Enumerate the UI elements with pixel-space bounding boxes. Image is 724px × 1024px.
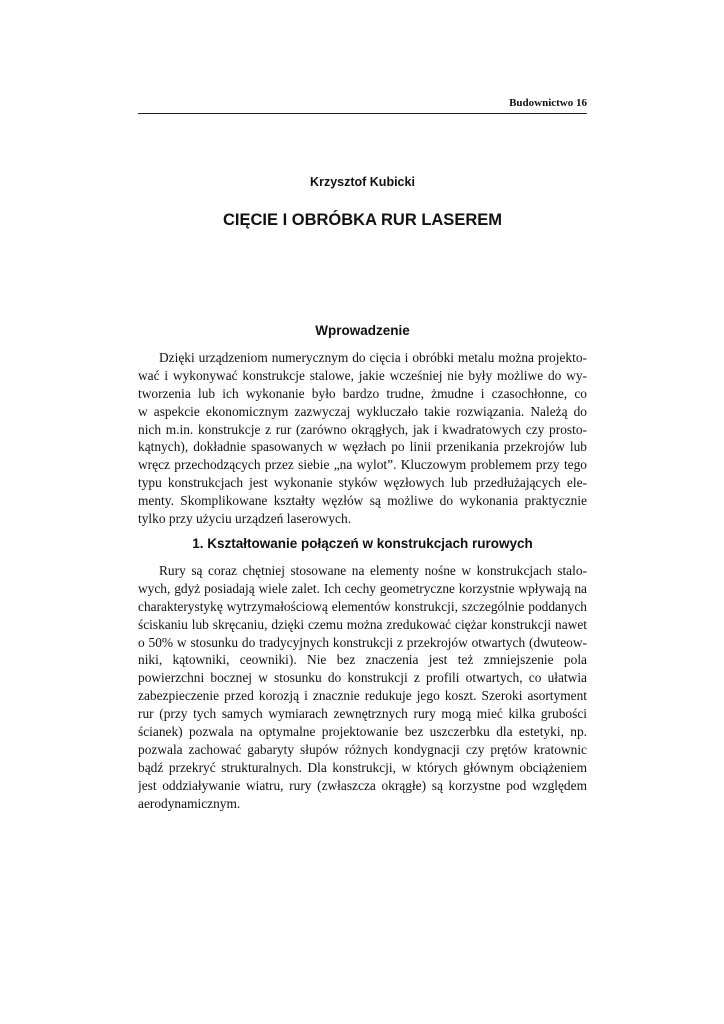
paragraph-line: bądź przekryć strukturalnych. Dla konstrukcji, w których głównym obciążeniem	[138, 759, 587, 775]
paper-title: CIĘCIE I OBRÓBKA RUR LASEREM	[223, 211, 502, 229]
paragraph-line: powierzchni bocznej w stosunku do konstrukcji z profili otwartych, co ułatwia	[138, 670, 587, 686]
paragraph-line: Rury są coraz chętniej stosowane na elementy nośne w konstrukcjach stalo-	[159, 563, 587, 578]
paragraph-line: ścianek) pozwala na optymalne projektowanie bez uszczerbku dla estetyki, np.	[138, 724, 587, 740]
paragraph-line: tworzenia lub ich wykonanie było bardzo trudne, żmudne i czasochłonne, co	[138, 385, 587, 401]
paragraph-line: wręcz przechodzących przez siebie „na wylot”. Kluczowym problemem przy tego	[138, 457, 587, 473]
running-head: Budownictwo 16	[509, 97, 587, 109]
paragraph-line: w aspekcie ekonomicznym zazwyczaj wykluczało takie rozwiązania. Należą do	[138, 403, 587, 419]
paragraph-line: Dzięki urządzeniom numerycznym do cięcia i obróbki metalu można projekto-	[159, 350, 587, 365]
paragraph-line: menty. Skomplikowane kształty węzłów są możliwe do wykonania praktycznie	[138, 493, 587, 509]
paragraph-line: rur (przy tych samych wymiarach zewnętrznych rury mogą mieć kilka grubości	[138, 706, 587, 722]
paragraph-line: charakterystykę wytrzymałościową elementów konstrukcji, szczególnie poddanych	[138, 598, 587, 614]
paragraph-line: typu konstrukcjach jest wykonanie styków węzłowych lub przedłużających ele-	[138, 475, 587, 491]
paragraph-line: pozwala zachować gabaryty słupów różnych kondygnacji czy prętów kratownic	[138, 741, 587, 757]
author-name: Krzysztof Kubicki	[310, 175, 415, 189]
section-1-paragraph	[138, 562, 587, 812]
paragraph-line: wać i wykonywać konstrukcje stalowe, jakie wcześniej nie były możliwe do wy-	[138, 367, 587, 383]
intro-heading: Wprowadzenie	[315, 323, 410, 338]
paragraph-line: jest oddziaływanie wiatru, rury (zwłaszcza okrągłe) są korzystne pod względem	[138, 777, 587, 793]
paragraph-line: tylko przy użyciu urządzeń laserowych.	[138, 511, 352, 527]
section-1-heading: 1. Kształtowanie połączeń w konstrukcjach rurowych	[192, 536, 533, 551]
paragraph-line: ściskaniu lub skręcaniu, dzięki czemu można zredukować ciężar konstrukcji nawet	[138, 616, 587, 632]
intro-paragraph	[138, 349, 587, 528]
paragraph-line: niki, kątowniki, ceowniki). Nie bez znaczenia jest też zmniejszenie pola	[138, 652, 587, 668]
paragraph-line: wych, gdyż posiadają wiele zalet. Ich cechy geometryczne korzystnie wpływają na	[138, 580, 587, 596]
paragraph-line: nich m.in. konstrukcje z rur (zarówno okrągłych, jak i kwadratowych czy prosto-	[138, 421, 587, 437]
header-rule	[138, 113, 587, 114]
paragraph-line: o 50% w stosunku do tradycyjnych konstrukcji z przekrojów otwartych (dwuteow-	[138, 634, 587, 650]
paragraph-line: zabezpieczenie przed korozją i znacznie redukuje jego koszt. Szeroki asortyment	[138, 688, 587, 704]
paragraph-line: aerodynamicznym.	[138, 795, 241, 811]
paragraph-line: kątnych), dokładnie spasowanych w węzłach po linii przenikania przekrojów lub	[138, 439, 587, 455]
